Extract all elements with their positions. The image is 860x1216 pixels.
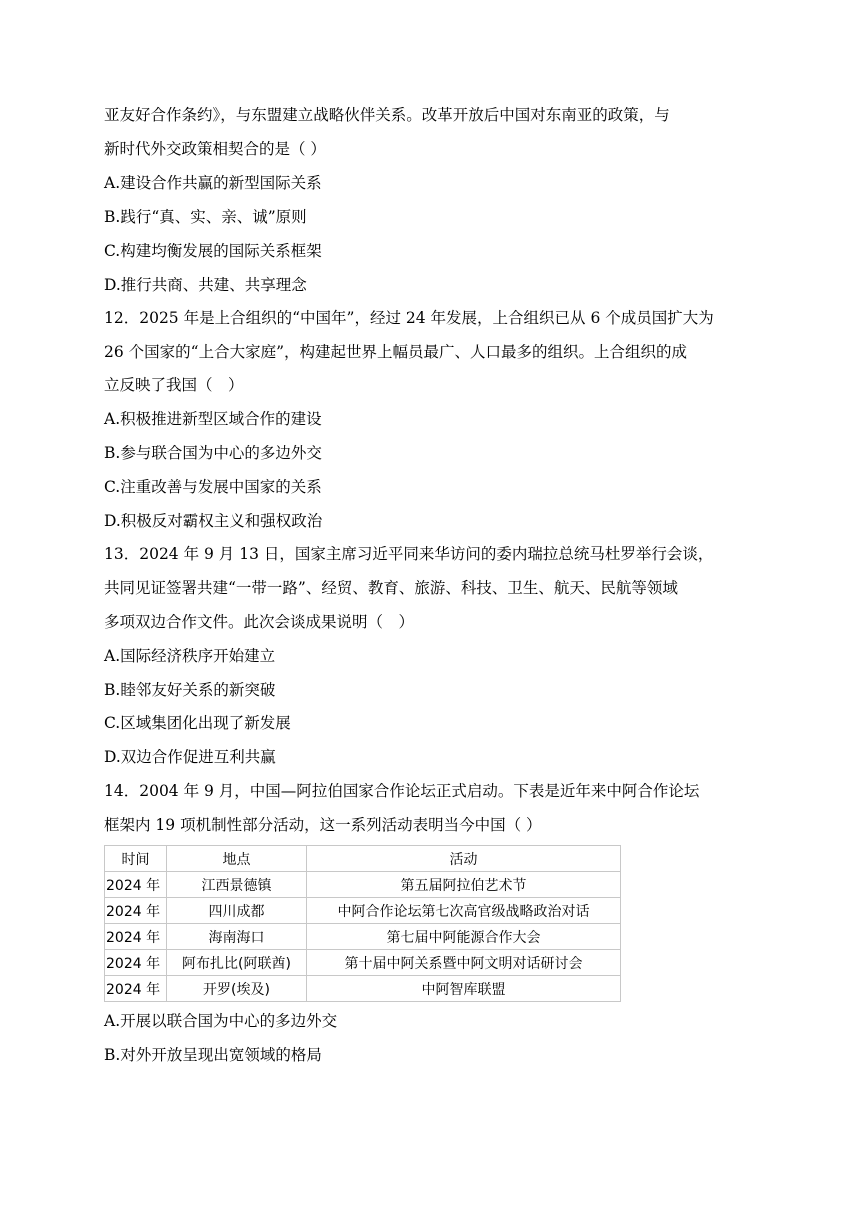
table-cell-time: 2024 年	[105, 898, 167, 924]
question-11-option-b: B.践行“真、实、亲、诚”原则	[104, 208, 307, 226]
table-cell-time: 2024 年	[105, 976, 167, 1002]
question-14-stem-line-2: 框架内 19 项机制性部分活动，这一系列活动表明当今中国（ ）	[104, 816, 542, 834]
question-13-stem-line-3: 多项双边合作文件。此次会谈成果说明（ ）	[104, 613, 415, 631]
question-14-stem-line-1: 14．2004 年 9 月，中国—阿拉伯国家合作论坛正式启动。下表是近年来中阿合作论坛	[104, 782, 700, 800]
question-11-stem-line-2: 新时代外交政策相契合的是（ ）	[104, 140, 326, 158]
table-cell-activity: 中阿智库联盟	[307, 976, 621, 1002]
table-cell-activity: 第七届中阿能源合作大会	[307, 924, 621, 950]
question-11-option-a: A.建设合作共赢的新型国际关系	[104, 174, 322, 192]
table-cell-location: 四川成都	[167, 898, 307, 924]
table-row	[105, 924, 621, 950]
column-header-time: 时间	[105, 846, 167, 872]
table-row	[105, 976, 621, 1002]
question-14-option-b: B.对外开放呈现出宽领域的格局	[104, 1046, 322, 1064]
question-12-stem-line-2: 26 个国家的“上合大家庭”，构建起世界上幅员最广、人口最多的组织。上合组织的成	[104, 343, 688, 361]
question-13-stem-line-1: 13．2024 年 9 月 13 日，国家主席习近平同来华访问的委内瑞拉总统马杜罗举行会谈，	[104, 545, 714, 563]
table-header-row	[105, 846, 621, 872]
table-row	[105, 898, 621, 924]
table-cell-activity: 第十届中阿关系暨中阿文明对话研讨会	[307, 950, 621, 976]
table-cell-location: 海南海口	[167, 924, 307, 950]
column-header-activity: 活动	[307, 846, 621, 872]
question-13-option-a: A.国际经济秩序开始建立	[104, 647, 276, 665]
table-row	[105, 872, 621, 898]
table-cell-location: 开罗(埃及)	[167, 976, 307, 1002]
question-12-option-a: A.积极推进新型区域合作的建设	[104, 410, 322, 428]
table-cell-time: 2024 年	[105, 924, 167, 950]
question-14-option-a: A.开展以联合国为中心的多边外交	[104, 1012, 338, 1030]
question-12-stem-line-3: 立反映了我国（ ）	[104, 376, 244, 394]
table-cell-activity: 中阿合作论坛第七次高官级战略政治对话	[307, 898, 621, 924]
table-row	[105, 950, 621, 976]
question-11-option-c: C.构建均衡发展的国际关系框架	[104, 242, 322, 260]
column-header-location: 地点	[167, 846, 307, 872]
activities-table	[104, 845, 621, 1002]
table-cell-time: 2024 年	[105, 950, 167, 976]
question-12-option-d: D.积极反对霸权主义和强权政治	[104, 512, 323, 530]
table-cell-time: 2024 年	[105, 872, 167, 898]
question-11-option-d: D.推行共商、共建、共享理念	[104, 276, 307, 294]
question-13-option-b: B.睦邻友好关系的新突破	[104, 681, 276, 699]
question-13-option-d: D.双边合作促进互利共赢	[104, 748, 276, 766]
question-12-option-b: B.参与联合国为中心的多边外交	[104, 444, 322, 462]
question-13-stem-line-2: 共同见证签署共建“一带一路”、经贸、教育、旅游、科技、卫生、航天、民航等领域	[104, 579, 678, 597]
table-cell-activity: 第五届阿拉伯艺术节	[307, 872, 621, 898]
table-cell-location: 阿布扎比(阿联酋)	[167, 950, 307, 976]
table-cell-location: 江西景德镇	[167, 872, 307, 898]
question-11-stem-line-1: 亚友好合作条约》，与东盟建立战略伙伴关系。改革开放后中国对东南亚的政策，与	[104, 106, 670, 124]
question-12-stem-line-1: 12．2025 年是上合组织的“中国年”，经过 24 年发展，上合组织已从 6 个成员国扩大为	[104, 309, 714, 327]
question-13-option-c: C.区域集团化出现了新发展	[104, 714, 291, 732]
question-12-option-c: C.注重改善与发展中国家的关系	[104, 478, 322, 496]
